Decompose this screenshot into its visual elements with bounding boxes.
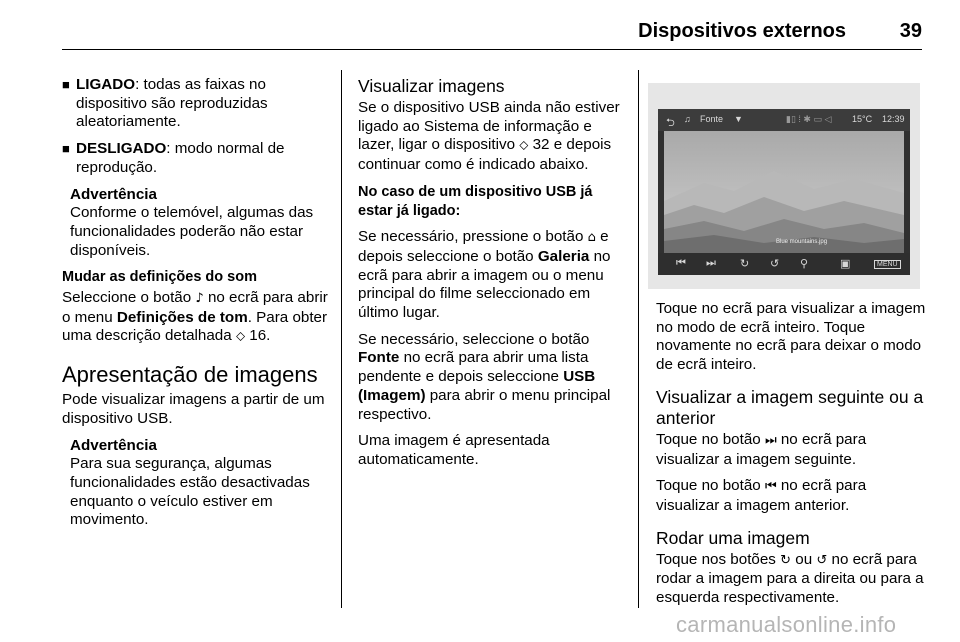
subheading: No caso de um dispositivo USB já estar já ligado: — [358, 183, 593, 219]
rotate-right-icon[interactable]: ↻ — [740, 258, 750, 270]
subheading: Mudar as definições do som — [62, 269, 257, 286]
column-2 — [358, 76, 630, 478]
column-1 — [62, 76, 330, 538]
screen-figure — [648, 83, 920, 289]
displayed-image — [664, 131, 904, 253]
column-divider — [341, 70, 342, 608]
column-3 — [656, 300, 928, 616]
text: Se necessário, seleccione o botão — [358, 330, 590, 348]
paragraph: Toque no ecrã para visualizar a imagem no modo de ecrã inteiro. Toque novamente no ecrã para deixar o modo de ecrã inteiro. — [656, 300, 926, 374]
paragraph — [656, 551, 928, 608]
bullet-icon: ■ — [62, 141, 70, 157]
option-label: DESLIGADO — [76, 140, 167, 158]
text: no ecrã para abrir a imagem ou o menu principal do filme seleccionado em último lugar. — [358, 247, 611, 322]
note-title: Advertência — [70, 185, 157, 203]
image-caption: Blue mountains.jpg — [776, 239, 828, 245]
next-icon[interactable]: ⏭ — [706, 257, 716, 269]
text: Seleccione o botão — [62, 289, 196, 307]
note-text: Para sua segurança, algumas funcionalidades estão desactivadas enquanto o veículo estiver em movimento. — [70, 455, 310, 529]
text: Se necessário, pressione o botão — [358, 228, 588, 246]
text: no ecrã para abrir o menu — [62, 289, 328, 326]
page-ref: 16. — [249, 327, 271, 345]
previous-icon: ⏮ — [764, 479, 777, 495]
text: no ecrã para visualizar a imagem anterior. — [656, 477, 867, 514]
paragraph — [656, 477, 928, 515]
button-name: Fonte — [358, 349, 400, 367]
infotainment-screen — [658, 109, 910, 275]
previous-icon[interactable]: ⏮ — [676, 257, 686, 269]
page-ref-icon: ⬦ — [519, 138, 529, 154]
page-header — [62, 16, 922, 50]
rotate-right-icon: ↻ — [780, 552, 792, 568]
option-label: LIGADO — [76, 76, 136, 93]
button-name: Galeria — [537, 247, 590, 265]
list-item — [62, 76, 330, 132]
list-item — [62, 140, 330, 177]
watermark: carmanualsonline.info — [676, 612, 897, 637]
section-heading: Apresentação de imagens — [62, 362, 318, 388]
text: Toque no botão — [656, 430, 765, 448]
text: no ecrã para abrir uma lista pendente e depois seleccione — [358, 349, 589, 386]
home-icon: ⌂ — [587, 230, 596, 246]
text: e depois seleccione o botão — [358, 228, 609, 265]
text: Se o dispositivo USB ainda não estiver ligado ao Sistema de informação e lazer, ligar o dispositivo — [358, 99, 620, 154]
screen-status-bar — [658, 109, 910, 131]
text: no ecrã para rodar a imagem para a direita ou para a esquerda respectivamente. — [656, 550, 924, 607]
paragraph — [358, 228, 630, 323]
bullet-icon: ■ — [62, 77, 70, 92]
page-ref-icon: ⬦ — [235, 329, 246, 345]
screen-toolbar — [658, 253, 910, 275]
zoom-icon[interactable]: ⚲ — [800, 258, 809, 270]
section-heading: Visualizar imagens — [358, 76, 505, 96]
paragraph: Uma imagem é apresentada automaticamente. — [358, 432, 550, 468]
note-title: Advertência — [70, 436, 157, 454]
status-icons: ▮▯ ⁞ ✱ ▭ ◁ — [786, 114, 832, 124]
menu-button[interactable]: MENU — [874, 260, 901, 269]
note-box — [70, 437, 330, 531]
header-title: Dispositivos externos — [638, 20, 846, 42]
back-icon: ⮌ — [666, 117, 675, 129]
tone-icon: ♪ — [195, 291, 204, 307]
rotate-left-icon: ↺ — [816, 552, 828, 568]
option-text: : modo normal de reprodução. — [76, 140, 285, 176]
temperature: 15°C — [852, 114, 873, 124]
text: e depois continuar como é indicado abaixo. — [358, 136, 612, 174]
text: ou — [791, 550, 817, 568]
mountains-image — [664, 131, 904, 253]
text: para abrir o menu principal respectivo. — [358, 386, 611, 423]
source-icon: ♫ — [684, 114, 691, 124]
text: no ecrã para visualizar a imagem seguinte. — [656, 430, 867, 468]
menu-name: Definições de tom — [116, 308, 248, 326]
clock: 12:39 — [882, 114, 905, 124]
column-divider — [638, 70, 639, 608]
page-ref: 32 — [532, 136, 550, 154]
note-text: Conforme o telemóvel, algumas das funcionalidades poderão não estar disponíveis. — [70, 204, 314, 259]
text: Toque nos botões — [656, 550, 781, 568]
section-heading: Visualizar a imagem seguinte ou a anterior — [656, 386, 924, 428]
rotate-left-icon[interactable]: ↺ — [770, 258, 780, 270]
paragraph — [358, 331, 630, 425]
option-text: : todas as faixas no dispositivo são reproduzidas aleatoriamente. — [76, 76, 268, 131]
text: Toque no botão — [656, 477, 765, 495]
chevron-down-icon: ▼ — [734, 114, 743, 124]
paragraph — [62, 289, 330, 347]
section-heading: Rodar uma imagem — [656, 527, 810, 548]
source-label: Fonte — [700, 114, 724, 124]
next-icon: ⏭ — [764, 432, 777, 448]
paragraph — [656, 431, 928, 469]
menu-name: USB (Imagem) — [358, 368, 596, 404]
paragraph — [358, 99, 630, 175]
note-box — [70, 186, 330, 261]
text: . Para obter uma descrição detalhada — [62, 308, 328, 345]
slideshow-icon[interactable]: ▣ — [840, 258, 851, 270]
page-number: 39 — [899, 20, 922, 42]
paragraph: Pode visualizar imagens a partir de um dispositivo USB. — [62, 391, 325, 427]
